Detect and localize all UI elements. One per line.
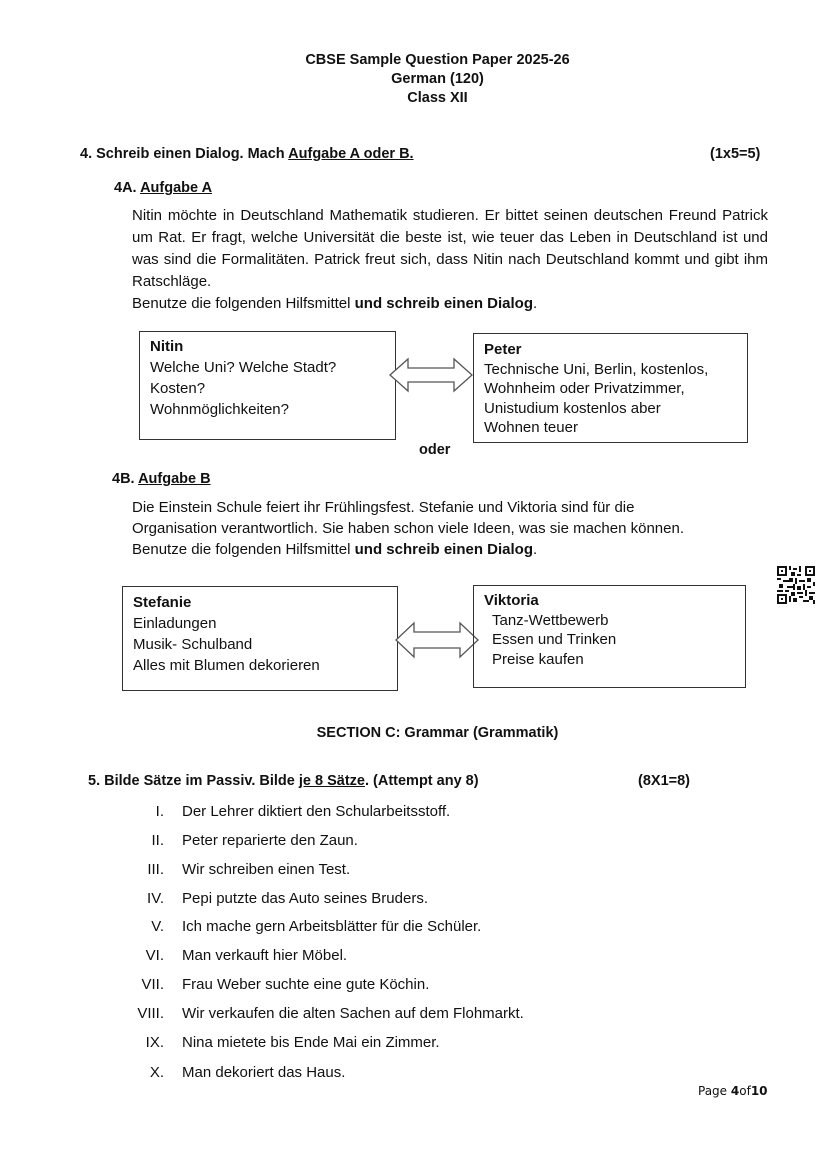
q4b-right-line: Preise kaufen <box>492 650 584 668</box>
paper-title: CBSE Sample Question Paper 2025-26 <box>305 52 570 68</box>
q5-heading-underlined: je 8 Sätze <box>298 773 365 789</box>
q5-heading-pre: 5. Bilde Sätze im Passiv. Bilde <box>88 773 299 789</box>
item-text: Pepi putzte das Auto seines Bruders. <box>182 890 428 907</box>
q4a-heading <box>114 180 212 196</box>
q4b-left-line: Einladungen <box>133 615 217 632</box>
page-current: 4 <box>730 1084 740 1098</box>
q4b-left-line: Musik- Schulband <box>133 636 253 653</box>
double-arrow-icon <box>394 620 480 660</box>
q4a-right-line: Unistudium kostenlos aber <box>484 399 661 417</box>
item-number: VI. <box>145 947 164 964</box>
page-number <box>698 1084 768 1098</box>
q4-marks: (1x5=5) <box>710 146 761 162</box>
item-text: Der Lehrer diktiert den Schularbeitsstoff. <box>182 803 451 820</box>
q4-instruction: Schreib einen Dialog. Mach <box>96 146 289 162</box>
item-number: VII. <box>141 976 164 993</box>
q4b-right-name: Viktoria <box>484 592 539 609</box>
q5-heading <box>88 773 479 789</box>
q4b-heading <box>112 471 211 487</box>
q4a-title: Aufgabe A <box>140 180 213 196</box>
q5-marks: (8X1=8) <box>638 773 690 789</box>
double-arrow-icon <box>388 356 474 394</box>
q4a-right-name: Peter <box>484 341 522 358</box>
q4b-title: Aufgabe B <box>138 471 211 487</box>
item-number: X. <box>149 1064 164 1081</box>
q4b-left-box <box>122 586 398 691</box>
q4-instruction-underlined: Aufgabe A oder B. <box>288 146 414 162</box>
q4a-left-name: Nitin <box>150 338 184 355</box>
item-text: Nina mietete bis Ende Mai ein Zimmer. <box>182 1034 440 1051</box>
q4a-left-line: Wohnmöglichkeiten? <box>150 401 289 418</box>
q4a-right-line: Wohnheim oder Privatzimmer, <box>484 380 685 397</box>
q4b-label: 4B. <box>112 471 135 487</box>
item-text: Ich mache gern Arbeitsblätter für die Schüler. <box>182 918 482 935</box>
q4b-left-name: Stefanie <box>133 594 192 611</box>
q4b-use-bold: und schreib einen Dialog <box>354 541 533 558</box>
qr-code-icon <box>777 566 815 604</box>
q4b-use-line <box>132 539 537 561</box>
item-text: Peter reparierte den Zaun. <box>182 832 358 849</box>
oder-label: oder <box>419 442 451 458</box>
q4a-label: 4A. <box>114 180 137 196</box>
item-text: Man verkauft hier Möbel. <box>182 947 348 964</box>
item-number: VIII. <box>137 1005 164 1022</box>
q4b-use-end: . <box>533 541 538 558</box>
q4b-paragraph-line: Die Einstein Schule feiert ihr Frühlingsfest. Stefanie und Viktoria sind für die <box>132 499 635 516</box>
item-number: IX. <box>145 1034 164 1051</box>
q4a-left-line: Welche Uni? Welche Stadt? <box>150 359 337 376</box>
q4a-right-line: Technische Uni, Berlin, kostenlos, <box>484 360 709 378</box>
page-of: of <box>739 1084 751 1098</box>
item-number: III. <box>147 861 164 878</box>
paper-class: Class XII <box>407 90 468 106</box>
q4b-right-box <box>473 585 746 688</box>
section-c-title: SECTION C: Grammar (Grammatik) <box>316 725 559 741</box>
item-number: V. <box>151 918 164 935</box>
q4a-right-box <box>473 333 748 443</box>
q5-heading-post: . (Attempt any 8) <box>364 773 479 789</box>
q4b-use-pre: Benutze die folgenden Hilfsmittel <box>132 541 355 558</box>
item-text: Frau Weber suchte eine gute Köchin. <box>182 976 430 993</box>
q4a-use-end: . <box>533 295 538 312</box>
item-text: Man dekoriert das Haus. <box>182 1064 346 1081</box>
q4b-paragraph-line: Organisation verantwortlich. Sie haben schon viele Ideen, was sie machen können. <box>132 520 684 537</box>
item-number: IV. <box>147 890 164 907</box>
q4b-right-line: Essen und Trinken <box>492 631 617 648</box>
q4-number: 4. <box>80 146 93 162</box>
q4a-paragraph: Nitin möchte in Deutschland Mathematik studieren. Er bittet seinen deutschen Freund Patrick um Rat. Er fragt, welche Universität die beste ist, wie teuer das Leben in Deutschland ist und was sind die Formalitäten. Patrick freut sich, dass Nitin nach Deutschland kommt und gibt ihm Ratschläge. <box>132 207 768 290</box>
q4-heading <box>80 146 414 162</box>
q4a-left-line: Kosten? <box>150 380 206 397</box>
q4a-use-line <box>132 293 537 315</box>
q4a-left-box <box>139 331 396 440</box>
page-word: Page <box>698 1084 731 1098</box>
page-total: 10 <box>750 1084 768 1098</box>
q4a-right-line: Wohnen teuer <box>484 419 578 436</box>
item-number: I. <box>155 803 164 820</box>
item-text: Wir verkaufen die alten Sachen auf dem Flohmarkt. <box>182 1005 524 1022</box>
q4b-right-line: Tanz-Wettbewerb <box>492 611 609 629</box>
paper-subject: German (120) <box>391 71 484 87</box>
q4b-left-line: Alles mit Blumen dekorieren <box>133 657 320 674</box>
item-number: II. <box>151 832 164 849</box>
q4a-use-pre: Benutze die folgenden Hilfsmittel <box>132 295 355 312</box>
q4a-use-bold: und schreib einen Dialog <box>354 295 533 312</box>
item-text: Wir schreiben einen Test. <box>182 861 351 878</box>
